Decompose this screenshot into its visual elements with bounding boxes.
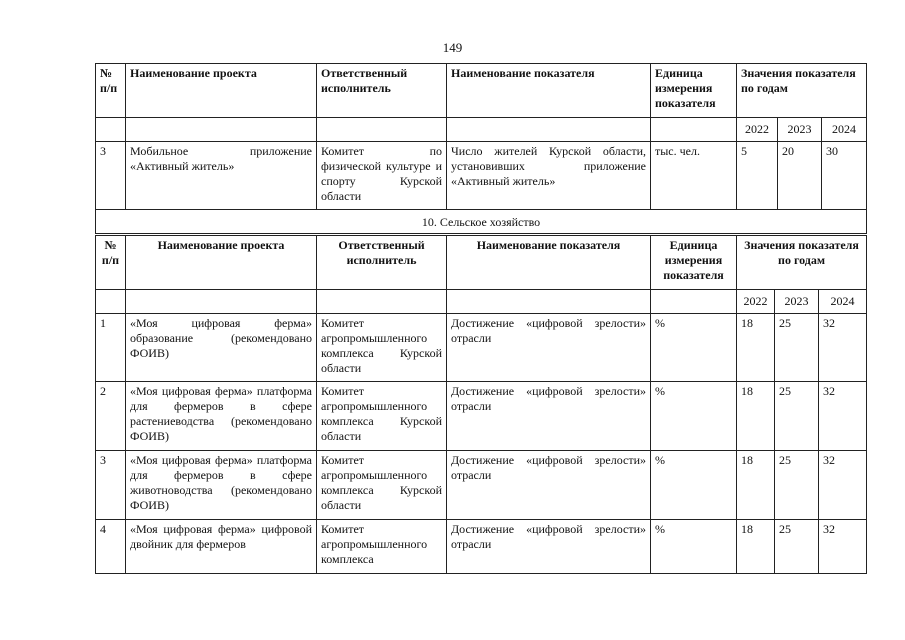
year-2022: 2022 [737,290,775,314]
header-num: № п/п [96,64,126,118]
row-value-2024: 32 [819,520,867,574]
row-project: «Моя цифровая ферма» платформа для фермеров в сфере животноводства (рекомендовано ФОИВ) [126,451,317,520]
row-indicator: Достижение «цифровой зрелости» отрасли [447,314,651,382]
row-executor: Комитет по физической культуре и спорту Курской области [317,142,447,210]
empty-cell [126,118,317,142]
row-value-2024: 30 [822,142,867,210]
row-project: «Моя цифровая ферма» платформа для фермеров в сфере растениеводства (рекомендовано ФОИВ) [126,382,317,451]
row-value-2022: 18 [737,314,775,382]
table-row [96,520,867,574]
row-value-2024: 32 [819,382,867,451]
row-value-2024: 32 [819,451,867,520]
row-project: «Моя цифровая ферма» цифровой двойник для фермеров [126,520,317,574]
header-unit: Единица измерения показателя [651,64,737,118]
table-row [96,142,867,210]
empty-cell [447,118,651,142]
row-project: Мобильное приложение «Активный житель» [126,142,317,210]
header-num: № п/п [96,236,126,290]
row-num: 3 [96,451,126,520]
header-unit: Единица измерения показателя [651,236,737,290]
header-values: Значения показателя по годам [737,236,867,290]
table-row [96,451,867,520]
row-indicator: Достижение «цифровой зрелости» отрасли [447,451,651,520]
row-value-2022: 18 [737,520,775,574]
empty-cell [96,118,126,142]
row-value-2022: 5 [737,142,778,210]
empty-cell [317,290,447,314]
row-num: 4 [96,520,126,574]
empty-cell [447,290,651,314]
table-row [96,382,867,451]
year-2022: 2022 [737,118,778,142]
header-indicator: Наименование показателя [447,64,651,118]
row-num: 3 [96,142,126,210]
empty-cell [126,290,317,314]
row-unit: % [651,314,737,382]
row-value-2023: 25 [775,520,819,574]
projects-table-continued [95,63,867,234]
year-2024: 2024 [819,290,867,314]
header-indicator: Наименование показателя [447,236,651,290]
row-unit: % [651,451,737,520]
row-value-2022: 18 [737,451,775,520]
header-executor: Ответственный исполнитель [317,64,447,118]
row-value-2023: 25 [775,451,819,520]
row-num: 2 [96,382,126,451]
row-unit: % [651,382,737,451]
empty-cell [96,290,126,314]
header-values: Значения показателя по годам [737,64,867,118]
row-executor: Комитет агропромышленного комплекса Курской области [317,314,447,382]
agriculture-projects-table [95,235,867,574]
header-project: Наименование проекта [126,236,317,290]
header-project: Наименование проекта [126,64,317,118]
year-2023: 2023 [775,290,819,314]
row-unit: % [651,520,737,574]
row-indicator: Достижение «цифровой зрелости» отрасли [447,382,651,451]
year-2024: 2024 [822,118,867,142]
page-number: 149 [442,40,463,55]
row-indicator: Число жителей Курской области, установивших приложение «Активный житель» [447,142,651,210]
row-value-2023: 20 [778,142,822,210]
row-value-2023: 25 [775,314,819,382]
row-num: 1 [96,314,126,382]
row-executor: Комитет агропромышленного комплекса Курской области [317,451,447,520]
row-indicator: Достижение «цифровой зрелости» отрасли [447,520,651,574]
row-value-2023: 25 [775,382,819,451]
row-value-2022: 18 [737,382,775,451]
row-unit: тыс. чел. [651,142,737,210]
empty-cell [317,118,447,142]
header-executor: Ответственный исполнитель [317,236,447,290]
row-project: «Моя цифровая ферма» образование (рекомендовано ФОИВ) [126,314,317,382]
year-2023: 2023 [778,118,822,142]
row-executor: Комитет агропромышленного комплекса [317,520,447,574]
table-row [96,314,867,382]
row-value-2024: 32 [819,314,867,382]
section-title: 10. Сельское хозяйство [96,210,867,234]
empty-cell [651,118,737,142]
empty-cell [651,290,737,314]
row-executor: Комитет агропромышленного комплекса Курской области [317,382,447,451]
